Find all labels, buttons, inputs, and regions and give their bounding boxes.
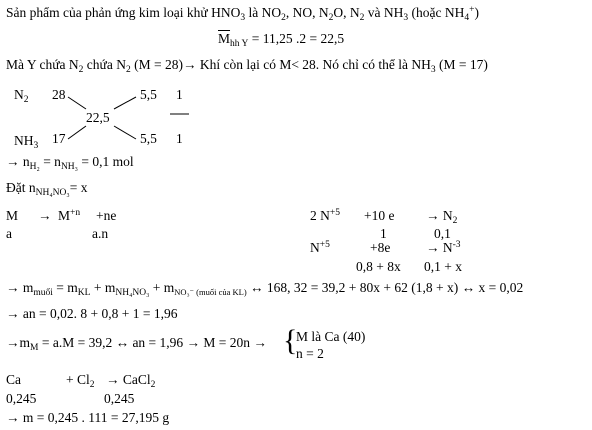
text: O, N [333, 5, 360, 20]
sub: muối [33, 288, 53, 298]
text: (M = 17) [435, 57, 488, 72]
text: → N [426, 240, 453, 255]
line-br [114, 126, 136, 139]
diag-r1: 5,5 [140, 87, 157, 102]
sub: NH₄NO₃ [35, 188, 70, 198]
text: = a.M = 39,2 ↔ an = 1,96 → M = 20n → [38, 335, 267, 350]
sub: 2 [150, 380, 156, 390]
text: → N [426, 208, 453, 223]
sup: -3 [452, 240, 461, 250]
text: 0,245 [104, 391, 135, 406]
line-an: → an = 0,02. 8 + 0,8 + 1 = 1,96 [6, 306, 178, 321]
sub: M [30, 343, 39, 353]
diag-28: 28 [52, 87, 66, 102]
text: NH [14, 133, 34, 148]
text: 0,1 [434, 226, 451, 241]
sub: 2 [281, 13, 286, 23]
text: N [14, 87, 24, 102]
sub: 3 [430, 65, 436, 75]
text: M [58, 208, 71, 223]
text: Sản phẩm của phản ứng kim loại khử HNO [6, 5, 241, 20]
text: chứa N [83, 57, 126, 72]
sup: +5 [329, 208, 340, 218]
sub: KL [77, 288, 91, 298]
arr-n2 [426, 208, 458, 226]
sub: hh Y [230, 39, 249, 49]
line-tr [114, 97, 136, 109]
arr-n3 [426, 241, 461, 255]
m-bar: $\overline{M}$ [218, 31, 231, 46]
text: M [6, 208, 19, 223]
text: +8e [370, 240, 391, 255]
text: → CaCl [106, 372, 151, 387]
sub: 3 [33, 141, 39, 151]
sub: 3 [240, 13, 246, 23]
diag-17: 17 [52, 131, 66, 146]
diag-f2: 1 [176, 131, 183, 146]
line-mass-balance [6, 280, 524, 298]
text: = 0,1 mol [77, 154, 134, 169]
sub: 2 [125, 65, 131, 75]
line-tl [68, 97, 86, 109]
text: N [310, 240, 320, 255]
text: là NO [245, 5, 282, 20]
sub: NH₃ [60, 162, 78, 172]
text: Đặt n [6, 180, 36, 195]
text: M là Ca (40) [296, 329, 366, 344]
text: (hoặc NH [408, 5, 465, 20]
sup: +5 [319, 240, 330, 250]
text: →m [6, 335, 31, 350]
sub: 2 [23, 95, 29, 105]
sub: H₂ [29, 162, 40, 172]
diag-f1: 1 [176, 87, 183, 102]
sub: 2 [452, 216, 458, 226]
text: + Cl [66, 372, 90, 387]
sup: +n [70, 208, 81, 218]
text: + m [90, 280, 116, 295]
two-n [310, 209, 340, 223]
text: 0,1 + x [424, 259, 462, 274]
sub: 2 [78, 65, 84, 75]
text: ) [474, 5, 479, 20]
text: +ne [96, 208, 117, 223]
sup: + [469, 5, 475, 15]
text: 2 N [310, 208, 330, 223]
text: 0,245 [6, 391, 37, 406]
diag-r2: 5,5 [140, 131, 157, 146]
cacl2 [106, 372, 156, 390]
text: (M = 28)→ Khí còn lại có M< 28. Nó chỉ có thể là NH [130, 57, 431, 72]
text: → [38, 208, 52, 223]
mm-eq [6, 335, 267, 353]
line-bl [68, 126, 86, 139]
brace-glyph: { [283, 324, 298, 357]
sub: 2 [328, 13, 334, 23]
text: = 11,25 .2 = 22,5 [248, 31, 345, 46]
text: = x [69, 180, 88, 195]
sub: 4 [464, 13, 470, 23]
text: = n [39, 154, 61, 169]
text: , NO, N [285, 5, 329, 20]
mn [58, 209, 80, 223]
text: ↔ 168, 32 = 39,2 + 80x + 62 (1,8 + x) ↔ x = 0,02 [246, 280, 524, 295]
cl2 [66, 372, 95, 390]
text: a [6, 226, 12, 241]
sub: 2 [89, 380, 95, 390]
text: Ca [6, 372, 21, 387]
line-final-mass: → m = 0,245 . 111 = 27,195 g [6, 410, 170, 425]
line-let-x [6, 180, 88, 198]
text: 0,8 + 8x [356, 259, 401, 274]
n-plus5 [310, 241, 330, 255]
sub: 3 [403, 13, 409, 23]
text: n = 2 [296, 346, 324, 361]
sub: NO₃⁻ (muối của KL) [174, 287, 247, 297]
text: → n [6, 154, 30, 169]
text: → m [6, 280, 34, 295]
text: = m [52, 280, 78, 295]
sub: 2 [359, 13, 365, 23]
text: +10 e [364, 208, 395, 223]
text: a.n [92, 226, 109, 241]
text: và NH [364, 5, 404, 20]
text: + m [149, 280, 175, 295]
line-moles [6, 154, 134, 172]
diag-mid: 22,5 [86, 110, 110, 125]
text: Mà Y chứa N [6, 57, 79, 72]
text: 1 [380, 226, 387, 241]
sub: NH₄NO₃ [115, 288, 150, 298]
